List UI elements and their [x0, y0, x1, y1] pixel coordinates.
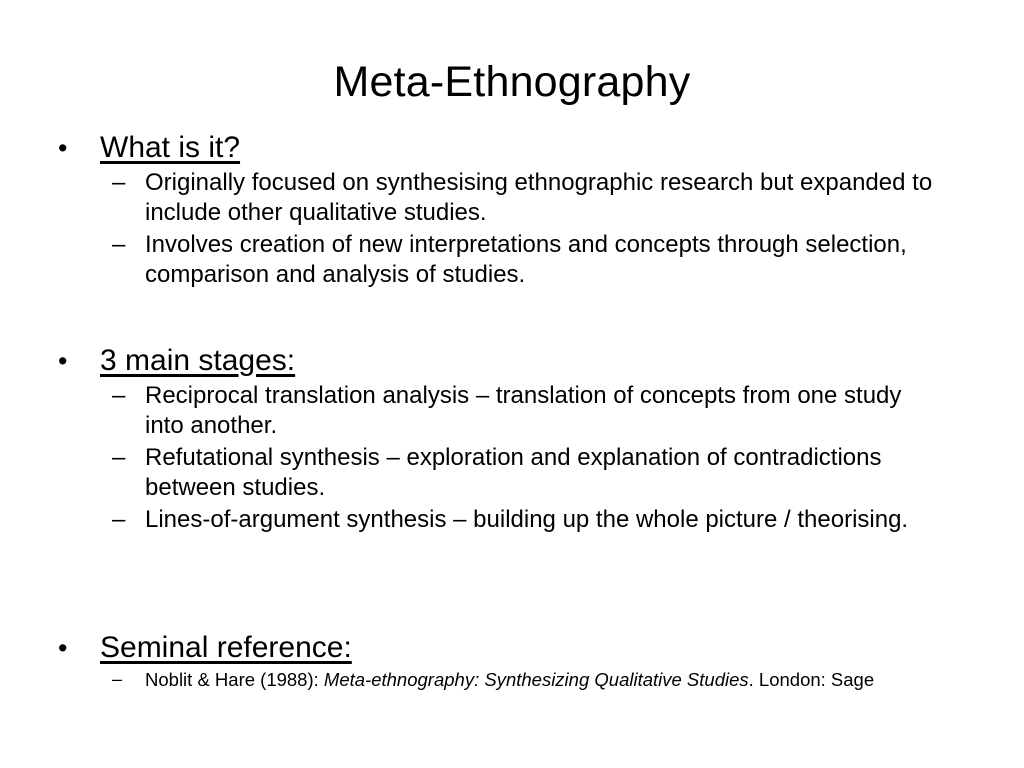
reference-item — [112, 668, 968, 691]
list-item — [112, 230, 968, 290]
dash-icon: – — [112, 444, 126, 471]
dash-icon: – — [112, 382, 126, 409]
dash-icon: – — [112, 669, 123, 689]
section-what-is-it — [58, 130, 968, 290]
reference-publisher: . London: Sage — [748, 669, 875, 690]
bullet-icon: • — [58, 633, 68, 663]
dash-icon: – — [112, 506, 126, 533]
list-item — [112, 168, 968, 228]
section-heading: Seminal reference: — [100, 631, 352, 664]
section-seminal-reference — [58, 630, 968, 691]
list-item-text: Reciprocal translation analysis – translation of concepts from one study into another. — [145, 382, 902, 439]
reference-text — [145, 668, 965, 691]
list-item — [112, 381, 968, 441]
section-heading: 3 main stages: — [100, 344, 296, 377]
reference-authors: Noblit & Hare (1988): — [145, 669, 324, 690]
bullet-icon: • — [58, 133, 68, 163]
section-main-stages — [58, 343, 968, 535]
slide-title: Meta-Ethnography — [333, 58, 691, 106]
list-item-text: Lines-of-argument synthesis – building up the whole picture / theorising. — [145, 506, 909, 533]
list-item — [112, 443, 968, 503]
dash-icon: – — [112, 169, 126, 196]
list-item — [112, 505, 968, 535]
list-item-text: Originally focused on synthesising ethnographic research but expanded to include other qualitative studies. — [145, 169, 933, 226]
list-item-text: Refutational synthesis – exploration and explanation of contradictions between studies. — [145, 444, 882, 501]
section-heading: What is it? — [100, 131, 241, 164]
dash-icon: – — [112, 231, 126, 258]
list-item-text: Involves creation of new interpretations and concepts through selection, comparison and analysis of studies. — [145, 231, 907, 288]
reference-work-title: Meta-ethnography: Synthesizing Qualitative Studies — [323, 669, 749, 690]
bullet-icon: • — [58, 346, 68, 376]
